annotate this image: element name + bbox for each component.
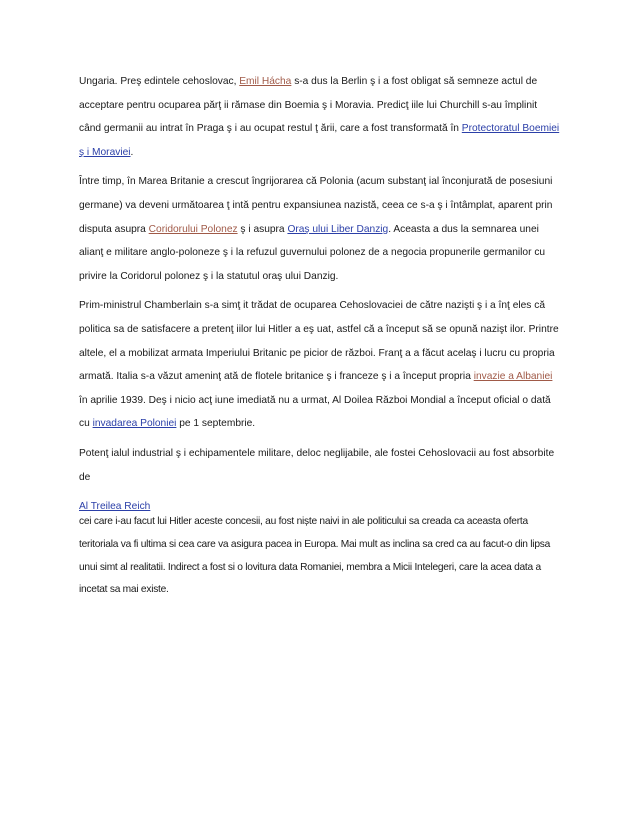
paragraph-comment: cei care i-au facut lui Hitler aceste concesii, au fost niște naivi in ale politicului sa creada ca aceasta oferta teritoriala va fi ultima si cea care va asigura pacea in Europa. Mai mult as inclina sa cred ca au facut-o din lipsa unui simt al realitatii. Indirect a fost si o lovitura data Romaniei, membra a Micii Intelegeri, care la acea data a incetat sa mai existe.	[79, 516, 550, 596]
paragraph-text: ş i asupra	[237, 223, 288, 235]
comment-block	[79, 511, 561, 602]
link-invazie-albania[interactable]: invazie a Albaniei	[473, 371, 553, 383]
paragraph-text: pe 1 septembrie.	[176, 418, 256, 430]
paragraph-text: .	[130, 146, 134, 158]
link-emil-hacha[interactable]: Emil Hácha	[239, 76, 292, 87]
document-body	[79, 70, 561, 525]
link-invadarea-poloniei[interactable]: invadarea Poloniei	[92, 418, 177, 430]
paragraph-potential	[79, 442, 561, 489]
paragraph-text: Între timp, în Marea Britanie a crescut îngrijorarea că Polonia (acum substanţ ial înconjurată de posesiuni germane) va deveni următoarea ţ intă pentru expansiunea nazistă, ceea ce s-a ş i întâmplat, aparent prin disputa asupra	[79, 176, 553, 235]
link-danzig[interactable]: Oraş ului Liber Danzig	[287, 223, 389, 235]
paragraph-text: Potenţ ialul industrial ş i echipamentele militare, deloc neglijabile, ale fostei Cehoslovacii au fost absorbite de	[79, 447, 555, 483]
paragraph-chamberlain	[79, 294, 561, 436]
paragraph-text: în aprilie 1939. Deş i nicio acţ iune imediată nu a urmat, Al Doilea Război Mondial a început oficial o dată cu	[79, 394, 551, 430]
link-protectorat[interactable]: Protectoratul Boemiei ş i Moraviei	[79, 123, 560, 158]
link-coridorul-polonez[interactable]: Coridorului Polonez	[148, 223, 238, 235]
paragraph-text: . Aceasta a dus la semnarea unei alianţ e militare anglo-poloneze ş i la refuzul guvernului polonez de a negocia propunerile germanilor cu privire la Coridorul polonez ş i la statutul oraş ului Danzig.	[79, 223, 546, 282]
paragraph-text: Ungaria. Preş edintele cehoslovac,	[79, 76, 240, 87]
link-al-treilea-reich[interactable]: Al Treilea Reich	[79, 501, 151, 513]
paragraph-hacha	[79, 70, 561, 164]
paragraph-text: s-a dus la Berlin ş i a fost obligat să semneze actul de acceptare pentru ocuparea părţ ii rămase din Boemia ş i Moravia. Predicţ iile lui Churchill s-au împlinit când germanii au intrat în Praga ş i au ocupat restul ţ ării, care a fost transformată în	[79, 76, 538, 135]
paragraph-polonia	[79, 170, 561, 288]
paragraph-text: Prim-ministrul Chamberlain s-a simţ it trădat de ocuparea Cehoslovaciei de către nazişti ş i a înţ eles că politica sa de satisfacere a pretenţ iilor lui Hitler a eş uat, astfel că a început să se opună nazişt ilor. Printre altele, el a mobilizat armata Imperiului Britanic pe picior de război. Franţ a a făcut acelaş i lucru cu propria armată. Italia s-a văzut ameninţ ată de flotele britanice ş i franceze ş i a început propria	[79, 300, 559, 383]
